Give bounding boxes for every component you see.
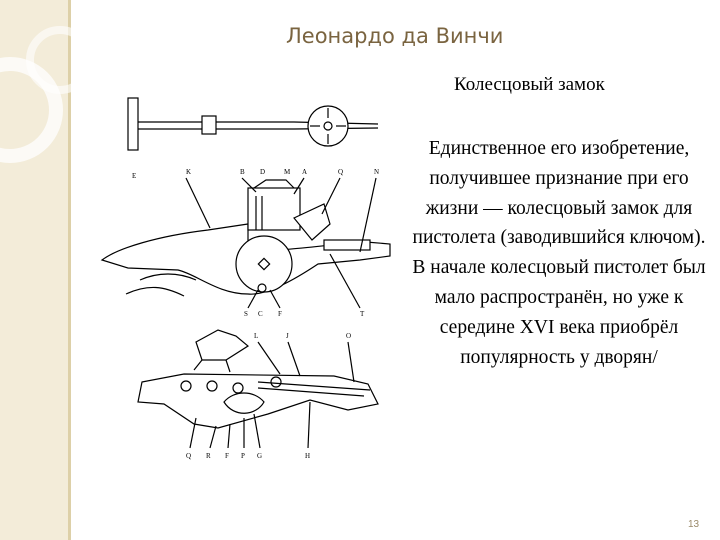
slide-title: Леонардо да Винчи [286,24,504,48]
upper-label: D [260,168,266,176]
upper-label: A [302,168,308,176]
upper-label: Q [338,168,344,176]
lower-top-label: L [254,332,259,340]
page-number: 13 [688,519,700,530]
upper-label: B [240,168,245,176]
lower-bottom-label: R [206,452,211,460]
upper-label: K [186,168,192,176]
lower-bottom-labels [186,452,310,460]
upper-mechanism [102,178,390,308]
wheellock-drawing [98,84,398,474]
lower-mechanism [138,330,378,448]
lower-top-label: O [346,332,352,340]
upper-label: M [284,168,291,176]
slide-subtitle: Колесцовый замок [454,74,605,95]
upper-bottom-label: T [360,310,365,318]
upper-bottom-label: S [244,310,248,318]
key-label: E [132,172,137,180]
lower-bottom-label: Q [186,452,192,460]
upper-bottom-label: F [278,310,282,318]
upper-label: N [374,168,380,176]
key-figure [128,98,378,150]
lower-bottom-label: G [257,452,263,460]
lower-bottom-label: H [305,452,311,460]
decorative-circles [0,0,72,180]
lower-bottom-label: F [225,452,229,460]
lower-bottom-label: P [241,452,245,460]
lower-top-labels [254,332,351,340]
body-text: Единственное его изобретение, получившее признание при его жизни — колесцовый замок для пистолета (заводившийся ключом). В начале колесцовый пистолет был мало распространён, но уже к середине XVI века приобрёл популярность у дворян/ [412,138,706,368]
upper-bottom-label: C [258,310,263,318]
lower-top-label: J [286,332,289,340]
upper-bottom-labels [244,310,365,318]
upper-labels [186,168,379,176]
